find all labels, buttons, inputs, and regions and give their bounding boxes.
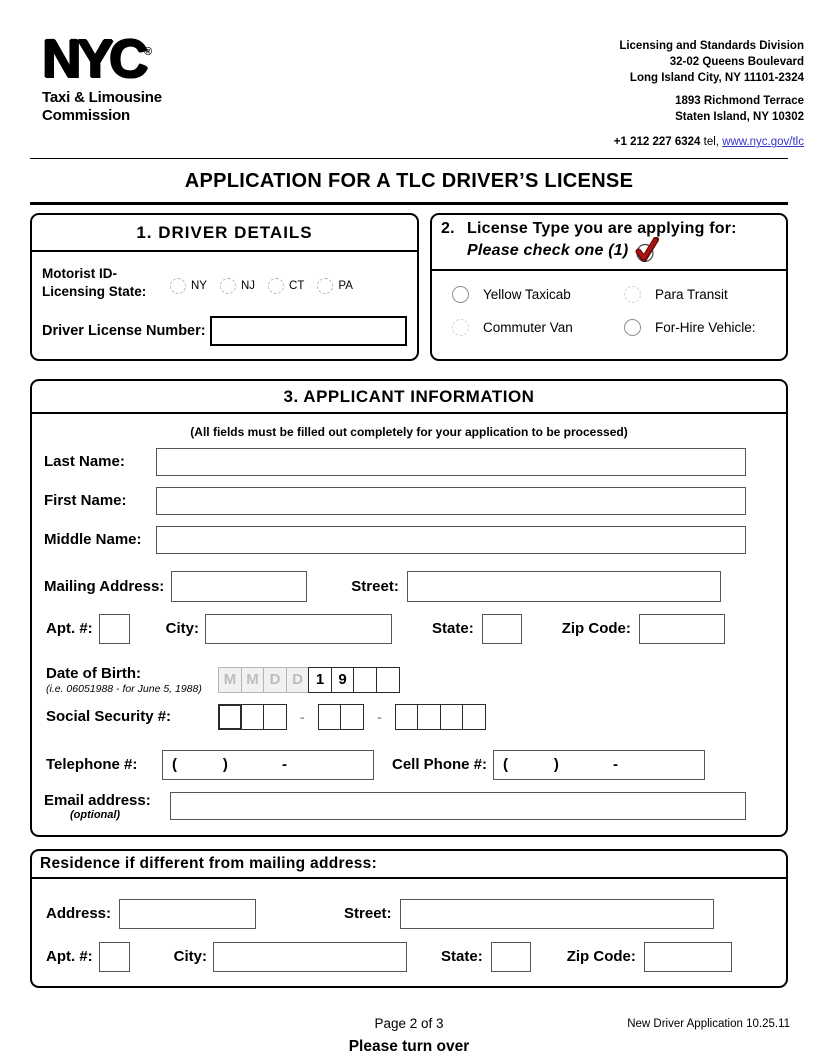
residence-zip-input[interactable]: [644, 942, 732, 972]
section-applicant-information: [30, 379, 788, 837]
radio-label-nj: NJ: [240, 280, 256, 293]
radio-state-pa[interactable]: [317, 278, 333, 294]
residence-street-label: Street:: [344, 905, 392, 923]
dob-cell-year-printed: 1: [308, 667, 332, 693]
driver-license-number-label: Driver License Number:: [42, 323, 206, 339]
header: [0, 0, 816, 151]
section2-number: 2.: [441, 219, 455, 237]
ssn-cell[interactable]: [462, 704, 486, 730]
residence-title: Residence if different from mailing address:: [32, 851, 786, 879]
residence-state-input[interactable]: [491, 942, 531, 972]
last-name-label: Last Name:: [44, 453, 125, 471]
residence-street-input[interactable]: [400, 899, 714, 929]
ssn-group-2: [318, 704, 365, 730]
dob-cell-day[interactable]: D: [286, 667, 310, 693]
date-of-birth-hint: (i.e. 06051988 - for June 5, 1988): [46, 682, 202, 695]
logo-subtitle: Taxi & Limousine Commission: [42, 89, 162, 124]
date-of-birth-cells: [218, 667, 400, 695]
dob-cell-day[interactable]: D: [263, 667, 287, 693]
first-name-label: First Name:: [44, 492, 127, 510]
residence-city-label: City:: [173, 948, 208, 966]
zip-code-label: Zip Code:: [561, 620, 631, 638]
form-version: New Driver Application 10.25.11: [627, 1018, 790, 1030]
mailing-address-label: Mailing Address:: [44, 577, 165, 595]
mailing-address-input[interactable]: [171, 571, 307, 602]
radio-label-ct: CT: [289, 280, 305, 293]
street-input[interactable]: [407, 571, 721, 602]
option-para-transit: [624, 286, 780, 303]
residence-city-input[interactable]: [213, 942, 407, 972]
option-label: Yellow Taxicab: [483, 286, 571, 302]
first-name-input[interactable]: [156, 487, 746, 515]
cell-phone-input[interactable]: [493, 750, 705, 780]
telephone-label: Telephone #:: [46, 756, 138, 774]
ssn-cell[interactable]: [440, 704, 464, 730]
dob-cell-month[interactable]: M: [241, 667, 265, 693]
ssn-separator: -: [300, 708, 305, 725]
agency-address-block: [614, 34, 804, 151]
radio-for-hire-vehicle[interactable]: [624, 319, 641, 336]
radio-state-ct[interactable]: [268, 278, 284, 294]
ssn-group-3: [395, 704, 487, 730]
ssn-label: Social Security #:: [46, 708, 172, 726]
section1-title: 1. DRIVER DETAILS: [32, 215, 417, 252]
section-residence: [30, 849, 788, 988]
section3-title: 3. APPLICANT INFORMATION: [32, 381, 786, 414]
email-optional-hint: (optional): [70, 808, 121, 821]
radio-label-pa: PA: [338, 280, 353, 293]
city-label: City:: [165, 620, 200, 638]
page-number: Page 2 of 3: [374, 1015, 444, 1031]
dob-cell-month[interactable]: M: [218, 667, 242, 693]
motorist-id-label: Motorist ID- Licensing State:: [42, 265, 147, 299]
telephone-format-text: ( ) -: [172, 756, 288, 774]
red-checkmark-icon: [635, 237, 659, 263]
address-line: Licensing and Standards Division: [619, 40, 804, 52]
telephone-input[interactable]: [162, 750, 374, 780]
address-line: 32-02 Queens Boulevard: [669, 56, 804, 69]
apt-input[interactable]: [99, 614, 130, 644]
email-input[interactable]: [170, 792, 746, 820]
phone-number: +1 212 227 6324: [613, 136, 701, 149]
option-commuter-van: [452, 319, 624, 336]
state-input[interactable]: [482, 614, 522, 644]
driver-license-number-input[interactable]: [210, 316, 407, 346]
date-of-birth-label: Date of Birth: (i.e. 06051988 - for June 5, 1988): [46, 665, 218, 695]
section-driver-details: [30, 213, 419, 361]
option-label: For-Hire Vehicle:: [655, 319, 756, 335]
cell-phone-label: Cell Phone #:: [392, 756, 488, 774]
state-label: State:: [432, 620, 474, 638]
section2-subtitle: Please check one (1): [467, 241, 629, 259]
licensing-state-radios: [170, 272, 366, 301]
option-label: Commuter Van: [483, 319, 573, 335]
ssn-cell[interactable]: [395, 704, 419, 730]
turn-over-note: Please turn over: [348, 1037, 470, 1055]
section-license-type: [430, 213, 788, 361]
option-label: Para Transit: [655, 286, 728, 302]
address-line: Long Island City, NY 11101-2324: [629, 72, 804, 85]
ssn-cell[interactable]: [318, 704, 342, 730]
apt-label: Apt. #:: [46, 620, 93, 638]
radio-state-nj[interactable]: [220, 278, 236, 294]
ssn-cell[interactable]: [241, 704, 265, 730]
address-line: Staten Island, NY 10302: [675, 111, 804, 124]
address-line: 1893 Richmond Terrace: [675, 95, 804, 108]
residence-zip-label: Zip Code:: [566, 948, 636, 966]
ssn-cell[interactable]: [417, 704, 441, 730]
middle-name-input[interactable]: [156, 526, 746, 554]
page-title: APPLICATION FOR A TLC DRIVER’S LICENSE: [184, 169, 634, 192]
residence-address-input[interactable]: [119, 899, 256, 929]
cell-phone-format-text: ( ) -: [503, 756, 619, 774]
section2-title: License Type you are applying for:: [467, 219, 737, 237]
nyc-logo-text: NYC®: [42, 29, 153, 89]
section3-note: (All fields must be filled out completely for your application to be processed): [190, 424, 628, 439]
option-yellow-taxicab: [452, 286, 624, 303]
ssn-separator: -: [377, 708, 382, 725]
nyc-tlc-logo: [42, 29, 162, 151]
residence-address-label: Address:: [46, 905, 112, 923]
section2-header: [432, 215, 786, 271]
last-name-input[interactable]: [156, 448, 746, 476]
radio-commuter-van[interactable]: [452, 319, 469, 336]
dob-cell-year-printed: 9: [331, 667, 355, 693]
radio-yellow-taxicab[interactable]: [452, 286, 469, 303]
middle-name-label: Middle Name:: [44, 531, 142, 549]
email-label: Email address: (optional): [44, 792, 170, 821]
ssn-cell[interactable]: [340, 704, 364, 730]
radio-state-ny[interactable]: [170, 278, 186, 294]
phone-line: [614, 134, 804, 150]
street-label: Street:: [351, 577, 399, 595]
dob-cell-year[interactable]: [376, 667, 400, 693]
ssn-cell[interactable]: [218, 704, 242, 730]
city-input[interactable]: [205, 614, 392, 644]
radio-para-transit[interactable]: [624, 286, 641, 303]
residence-state-label: State:: [441, 948, 483, 966]
radio-label-ny: NY: [191, 280, 207, 293]
residence-apt-label: Apt. #:: [46, 948, 93, 966]
ssn-cell[interactable]: [263, 704, 287, 730]
website-link[interactable]: www.nyc.gov/tlc: [722, 136, 804, 149]
option-for-hire-vehicle: [624, 319, 780, 336]
zip-code-input[interactable]: [639, 614, 725, 644]
registered-mark: ®: [144, 46, 153, 58]
divider-title: [30, 202, 788, 205]
residence-apt-input[interactable]: [99, 942, 130, 972]
tel-text: tel,: [703, 136, 719, 149]
dob-cell-year[interactable]: [353, 667, 377, 693]
license-type-options: [432, 271, 786, 336]
ssn-group-1: [218, 704, 287, 730]
